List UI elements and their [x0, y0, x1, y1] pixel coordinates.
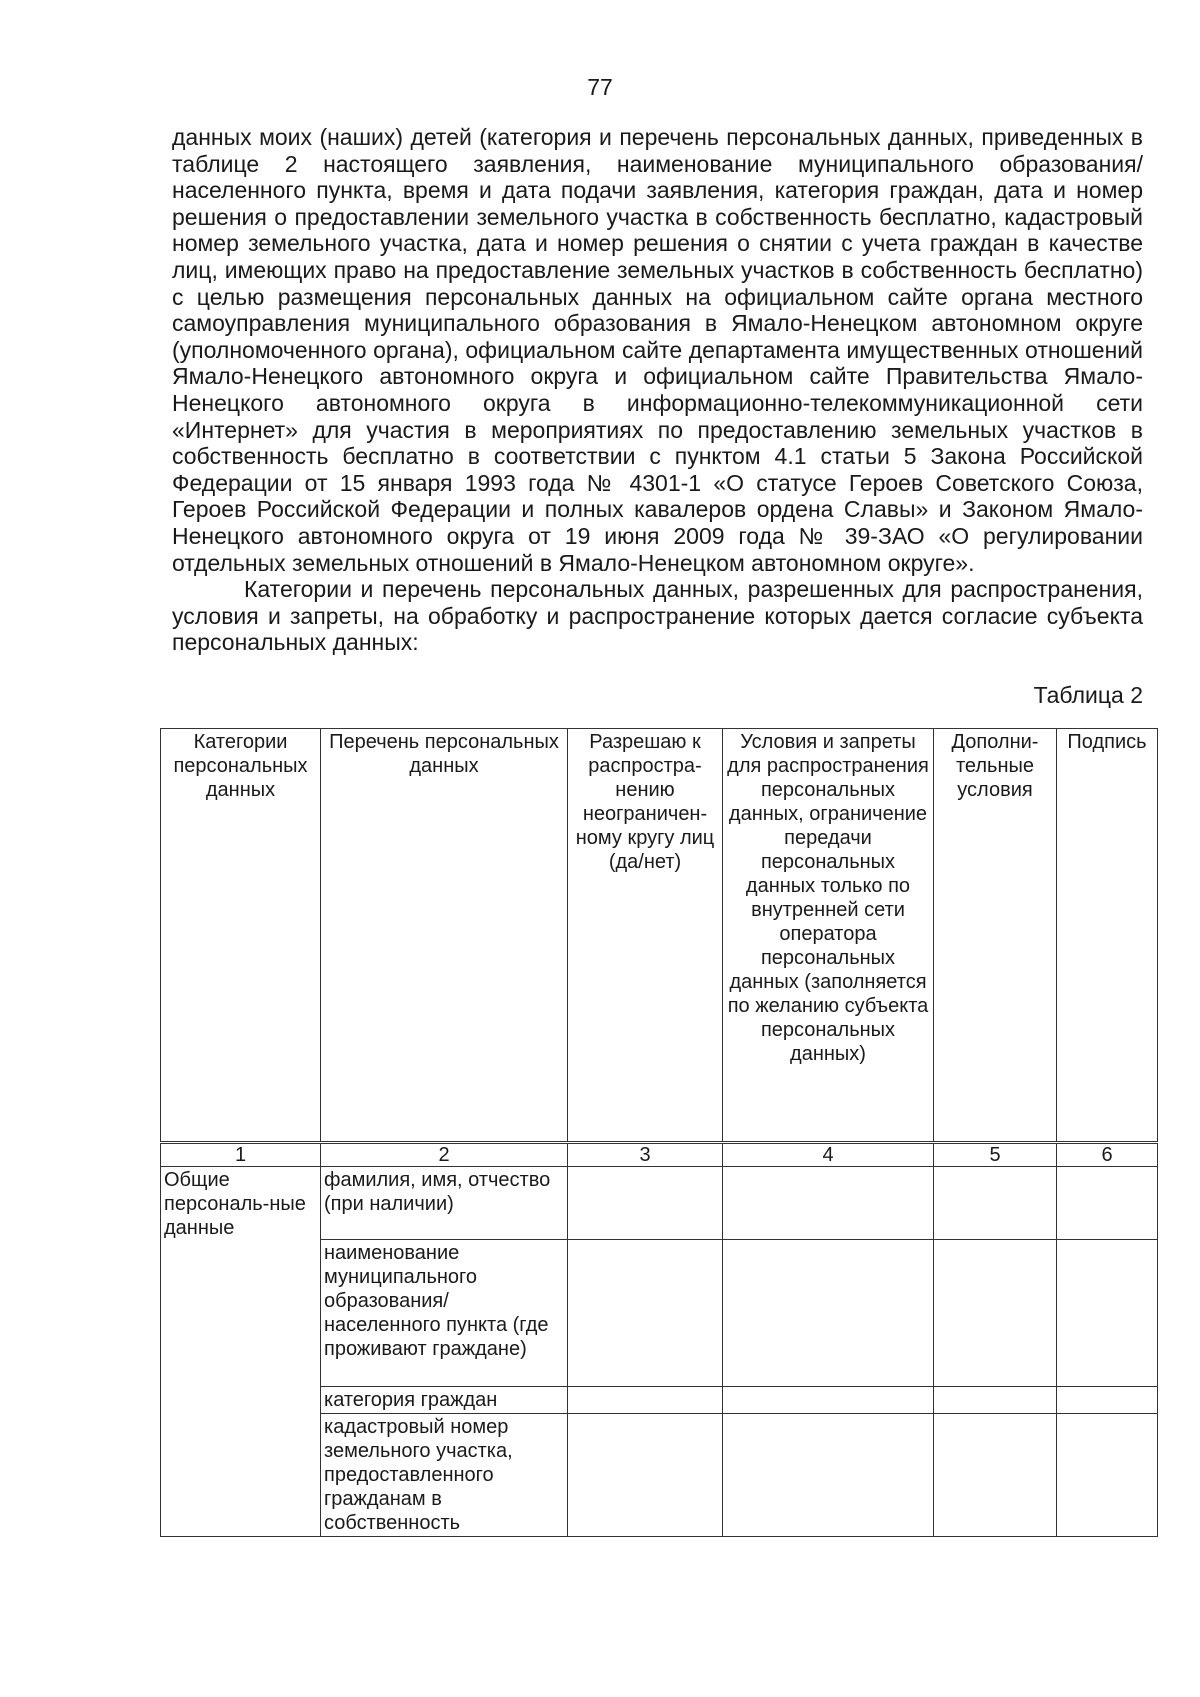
data-item: категория граждан [321, 1387, 568, 1414]
header-categories: Категории персональных данных [161, 729, 321, 1143]
permission-cell[interactable] [568, 1167, 723, 1240]
data-item: фамилия, имя, отчество (при наличии) [321, 1167, 568, 1240]
header-permission: Разрешаю к распростра-нению неограничен-ному кругу лиц (да/нет) [568, 729, 723, 1143]
personal-data-table [160, 728, 1158, 1537]
table-caption: Таблица 2 [1033, 682, 1143, 708]
column-number: 4 [723, 1143, 934, 1167]
body-text [172, 124, 1143, 656]
header-data-list: Перечень персональных данных [321, 729, 568, 1143]
additional-cell[interactable] [934, 1167, 1057, 1240]
signature-cell[interactable] [1057, 1414, 1158, 1537]
conditions-cell[interactable] [723, 1387, 934, 1414]
permission-cell[interactable] [568, 1387, 723, 1414]
category-general-data: Общие персональ-ные данные [161, 1167, 321, 1537]
data-item: наименование муниципального образования/ населенного пункта (где проживают граждане) [321, 1240, 568, 1387]
conditions-cell[interactable] [723, 1414, 934, 1537]
categories-intro-paragraph: Категории и перечень персональных данных, разрешенных для распространения, условия и запреты, на обработку и распространение которых дается согласие субъекта персональных данных: [172, 576, 1143, 656]
column-number: 3 [568, 1143, 723, 1167]
signature-cell[interactable] [1057, 1387, 1158, 1414]
additional-cell[interactable] [934, 1387, 1057, 1414]
permission-cell[interactable] [568, 1240, 723, 1387]
column-number-row [161, 1143, 1158, 1167]
permission-cell[interactable] [568, 1414, 723, 1537]
column-number: 1 [161, 1143, 321, 1167]
data-item: кадастровый номер земельного участка, предоставленного гражданам в собственность [321, 1414, 568, 1537]
column-number: 5 [934, 1143, 1057, 1167]
consent-paragraph: данных моих (наших) детей (категория и перечень персональных данных, приведенных в таблице 2 настоящего заявления, наименование муниципального образования/населенного пункта, время и дата подачи заявления, категория граждан, дата и номер решения о предоставлении земельного участка в собственность бесплатно, кадастровый номер земельного участка, дата и номер решения о снятии с учета граждан в качестве лиц, имеющих право на предоставление земельных участков в собственность бесплатно) с целью размещения персональных данных на официальном сайте органа местного самоуправления муниципального образования в Ямало-Ненецком автономном округе (уполномоченного органа), официальном сайте департамента имущественных отношений Ямало-Ненецкого автономного округа и официальном сайте Правительства Ямало-Ненецкого автономного округа в информационно-телекоммуникационной сети «Интернет» для участия в мероприятиях по предоставлению земельных участков в собственность бесплатно в соответствии с пунктом 4.1 статьи 5 Закона Российской Федерации от 15 января 1993 года № 4301-1 «О статусе Героев Советского Союза, Героев Российской Федерации и полных кавалеров ордена Славы» и Законом Ямало-Ненецкого автономного округа от 19 июня 2009 года № 39-ЗАО «О регулировании отдельных земельных отношений в Ямало-Ненецком автономном округе». [172, 124, 1143, 576]
header-conditions: Условия и запреты для распространения персональных данных, ограничение передачи персональных данных только по внутренней сети оператора персональных данных (заполняется по желанию субъекта персональных данных) [723, 729, 934, 1143]
conditions-cell[interactable] [723, 1167, 934, 1240]
column-number: 6 [1057, 1143, 1158, 1167]
table-row [161, 1167, 1158, 1240]
additional-cell[interactable] [934, 1240, 1057, 1387]
conditions-cell[interactable] [723, 1240, 934, 1387]
column-number: 2 [321, 1143, 568, 1167]
additional-cell[interactable] [934, 1414, 1057, 1537]
header-additional-conditions: Дополни-тельные условия [934, 729, 1057, 1143]
page-number: 77 [587, 74, 613, 100]
table-header-row [161, 729, 1158, 1143]
header-signature: Подпись [1057, 729, 1158, 1143]
signature-cell[interactable] [1057, 1167, 1158, 1240]
signature-cell[interactable] [1057, 1240, 1158, 1387]
